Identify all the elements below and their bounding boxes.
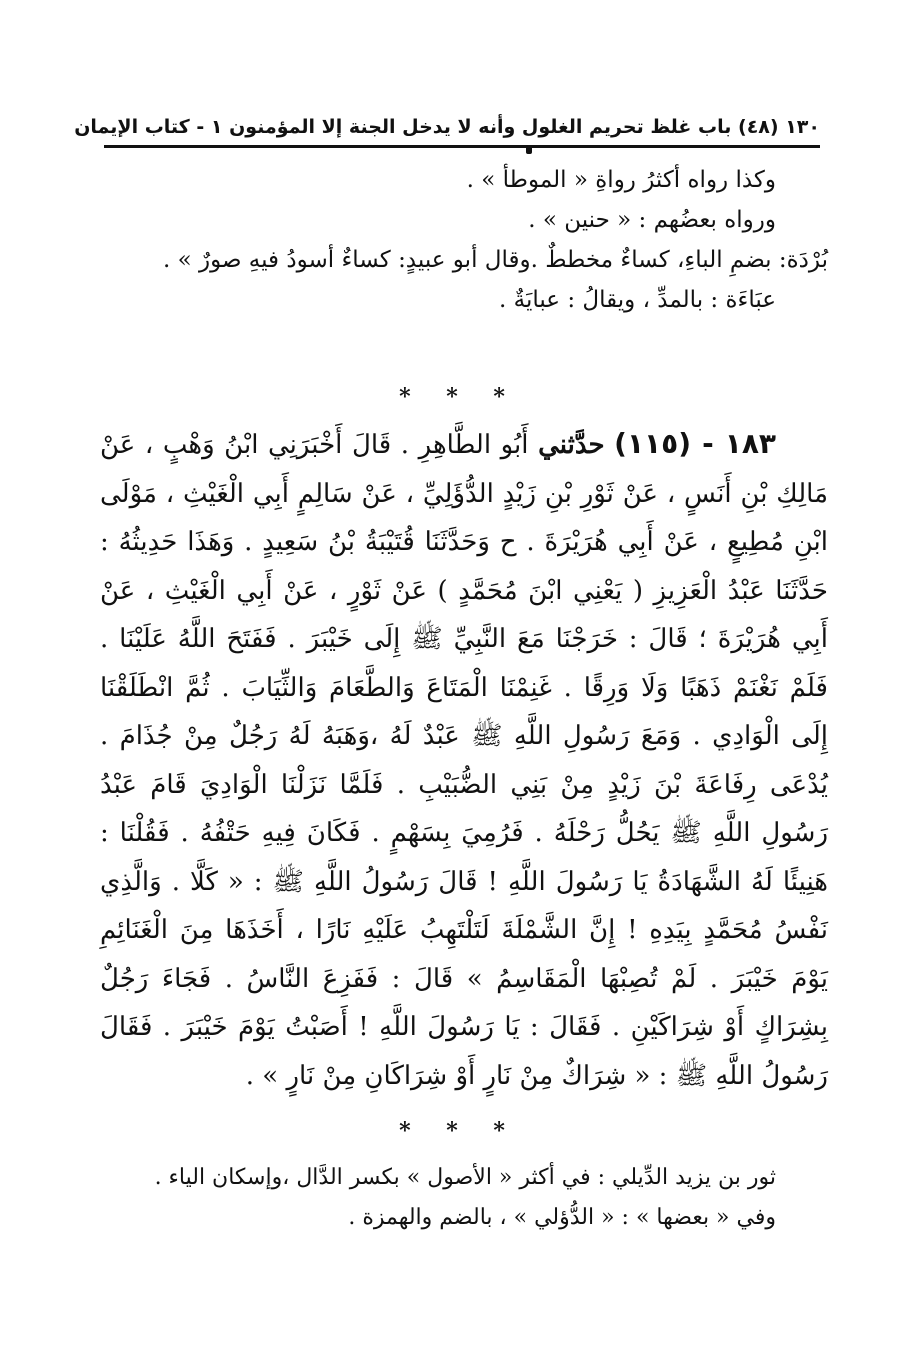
hadith-number: ١٨٣ - (١١٥) <box>614 427 777 460</box>
running-header: ١٣٠ (٤٨) باب غلظ تحريم الغلول وأنه لا يدخل الجنة إلا المؤمنون ١ - كتاب الإيمان <box>74 116 820 138</box>
hadith-text: أَبُو الطَّاهِرِ . قَالَ أَخْبَرَنِي ابْنُ وَهْبٍ ، عَنْ مَالِكِ بْنِ أَنَسٍ ، عَنْ ثَوْرِ بْنِ زَيْدٍ الدُّؤَلِيِّ ، عَنْ سَالِمٍ أَبِي الْغَيْثِ ، مَوْلَى ابْنِ مُطِيعٍ ، عَنْ أَبِي هُرَيْرَةَ . ح وَحَدَّثَنَا قُتَيْبَةُ بْنُ سَعِيدٍ . وَهَذَا حَدِيثُهُ : حَدَّثَنَا عَبْدُ الْعَزِيزِ ( يَعْنِي ابْنَ مُحَمَّدٍ ) عَنْ ثَوْرٍ ، عَنْ أَبِي الْغَيْثِ ، عَنْ أَبِي هُرَيْرَةَ ؛ قَالَ : خَرَجْنَا مَعَ النَّبِيِّ ﷺ إِلَى خَيْبَرَ . فَفَتَحَ اللَّهُ عَلَيْنَا . فَلَمْ نَغْنَمْ ذَهَبًا وَلَا وَرِقًا . غَنِمْنَا الْمَتَاعَ وَالطَّعَامَ وَالثِّيَابَ . ثُمَّ انْطَلَقْنَا إِلَى الْوَادِي . وَمَعَ رَسُولِ اللَّهِ ﷺ عَبْدٌ لَهُ ،وَهَبَهُ لَهُ رَجُلٌ مِنْ جُذَامَ . يُدْعَى رِفَاعَةَ بْنَ زَيْدٍ مِنْ بَنِي الضُّبَيْبِ . فَلَمَّا نَزَلْنَا الْوَادِيَ قَامَ عَبْدُ رَسُولِ اللَّهِ ﷺ يَحُلُّ رَحْلَهُ . فَرُمِيَ بِسَهْمٍ . فَكَانَ فِيهِ حَتْفُهُ . فَقُلْنَا : هَنِيئًا لَهُ الشَّهَادَةُ يَا رَسُولَ اللَّهِ ! قَالَ رَسُولُ اللَّهِ ﷺ : « كَلَّا . وَالَّذِي نَفْسُ مُحَمَّدٍ بِيَدِهِ ! إِنَّ الشَّمْلَةَ لَتَلْتَهِبُ عَلَيْهِ نَارًا ، أَخَذَهَا مِنَ الْغَنَائِمِ يَوْمَ خَيْبَرَ . لَمْ تُصِبْهَا الْمَقَاسِمُ » قَالَ : فَفَزِعَ النَّاسُ . فَجَاءَ رَجُلٌ بِشِرَاكٍ أَوْ شِرَاكَيْنِ . فَقَالَ : يَا رَسُولَ اللَّهِ ! أَصَبْتُ يَوْمَ خَيْبَرَ . فَقَالَ رَسُولُ اللَّهِ ﷺ : « شِرَاكٌ مِنْ نَارٍ أَوْ شِرَاكَانِ مِنْ نَارٍ » . <box>100 430 828 1091</box>
footnote-line: ثور بن يزيد الدِّيلي : في أكثر « الأصول » بكسر الدَّال ،وإسكان الياء . <box>154 1165 776 1190</box>
footnote-line: وفي « بعضها » : « الدُّؤلي » ، بالضم والهمزة . <box>348 1205 776 1230</box>
hadith-paragraph <box>100 420 828 1100</box>
hadith-body <box>100 420 828 1100</box>
note-line: ورواه بعضُهم : « حنين » . <box>528 207 776 233</box>
footnotes <box>100 1158 828 1238</box>
section-separator: * * * <box>399 384 519 410</box>
header-rule-marker <box>526 146 532 154</box>
note-line: وكذا رواه أكثرُ رواةِ « الموطأ » . <box>466 167 776 193</box>
note-line: عبَاءَة : بالمدِّ ، ويقالُ : عبايَةٌ . <box>499 287 776 313</box>
note-line: بُرْدَة: بضمِ الباءِ، كساءٌ مخططٌ .وقال أبو عبيدٍ: كساءٌ أسودُ فيهِ صورٌ » . <box>162 247 828 273</box>
header-rule <box>104 145 820 148</box>
section-separator: * * * <box>399 1118 519 1144</box>
glossary-notes <box>100 160 828 320</box>
hadith-narrator-intro: حدَّثني <box>538 430 605 460</box>
